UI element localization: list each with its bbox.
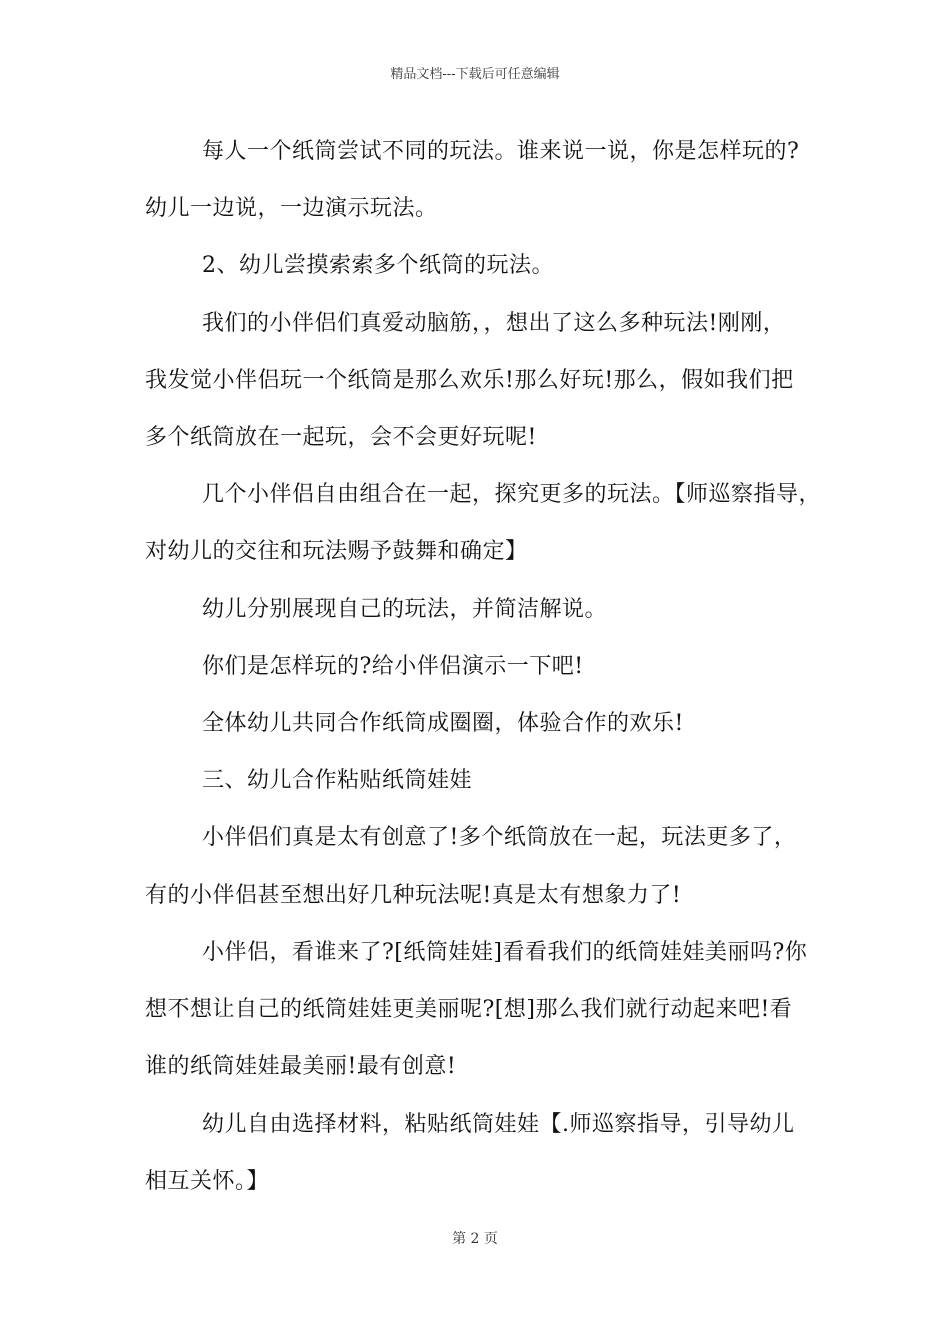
text-line: 三、幼儿合作粘贴纸筒娃娃 [202, 768, 473, 793]
text-line: 小伴侣们真是太有创意了!多个纸筒放在一起，玩法更多了， [202, 825, 797, 850]
text-line: 几个小伴侣自由组合在一起，探究更多的玩法。【师巡察指导， [202, 482, 822, 507]
text-line: 2、幼儿尝摸索索多个纸筒的玩法。 [202, 253, 554, 278]
page-number: 第 2 页 [452, 1231, 498, 1247]
text-line: 对幼儿的交往和玩法赐予鼓舞和确定】 [145, 539, 528, 564]
text-line: 多个纸筒放在一起玩，会不会更好玩呢! [145, 425, 537, 450]
text-line: 你们是怎样玩的?给小伴侣演示一下吧! [202, 654, 584, 679]
text-line: 幼儿分别展现自己的玩法，并简洁解说。 [202, 597, 608, 622]
text-line: 相互关怀。】 [145, 1169, 270, 1194]
text-line: 幼儿自由选择材料，粘贴纸筒娃娃【.师巡察指导，引导幼儿 [202, 1112, 795, 1137]
text-line: 我们的小伴侣们真爱动脑筋，，想出了这么多种玩法!刚刚， [202, 311, 786, 336]
text-line: 谁的纸筒娃娃最美丽!最有创意! [145, 1054, 457, 1079]
text-line: 小伴侣，看谁来了?[纸筒娃娃]看看我们的纸筒娃娃美丽吗?你 [202, 940, 808, 965]
text-line: 想不想让自己的纸筒娃娃更美丽呢?[想]那么我们就行动起来吧!看 [145, 997, 793, 1022]
page-header: 精品文档---下载后可任意编辑 [390, 67, 560, 82]
text-line: 我发觉小伴侣玩一个纸筒是那么欢乐!那么好玩!那么，假如我们把 [145, 368, 794, 393]
text-line: 有的小伴侣甚至想出好几种玩法呢!真是太有想象力了! [145, 883, 682, 908]
text-line: 幼儿一边说，一边演示玩法。 [145, 196, 438, 221]
text-line: 每人一个纸筒尝试不同的玩法。谁来说一说，你是怎样玩的? [202, 139, 800, 164]
text-line: 全体幼儿共同合作纸筒成圈圈，体验合作的欢乐! [202, 711, 684, 736]
